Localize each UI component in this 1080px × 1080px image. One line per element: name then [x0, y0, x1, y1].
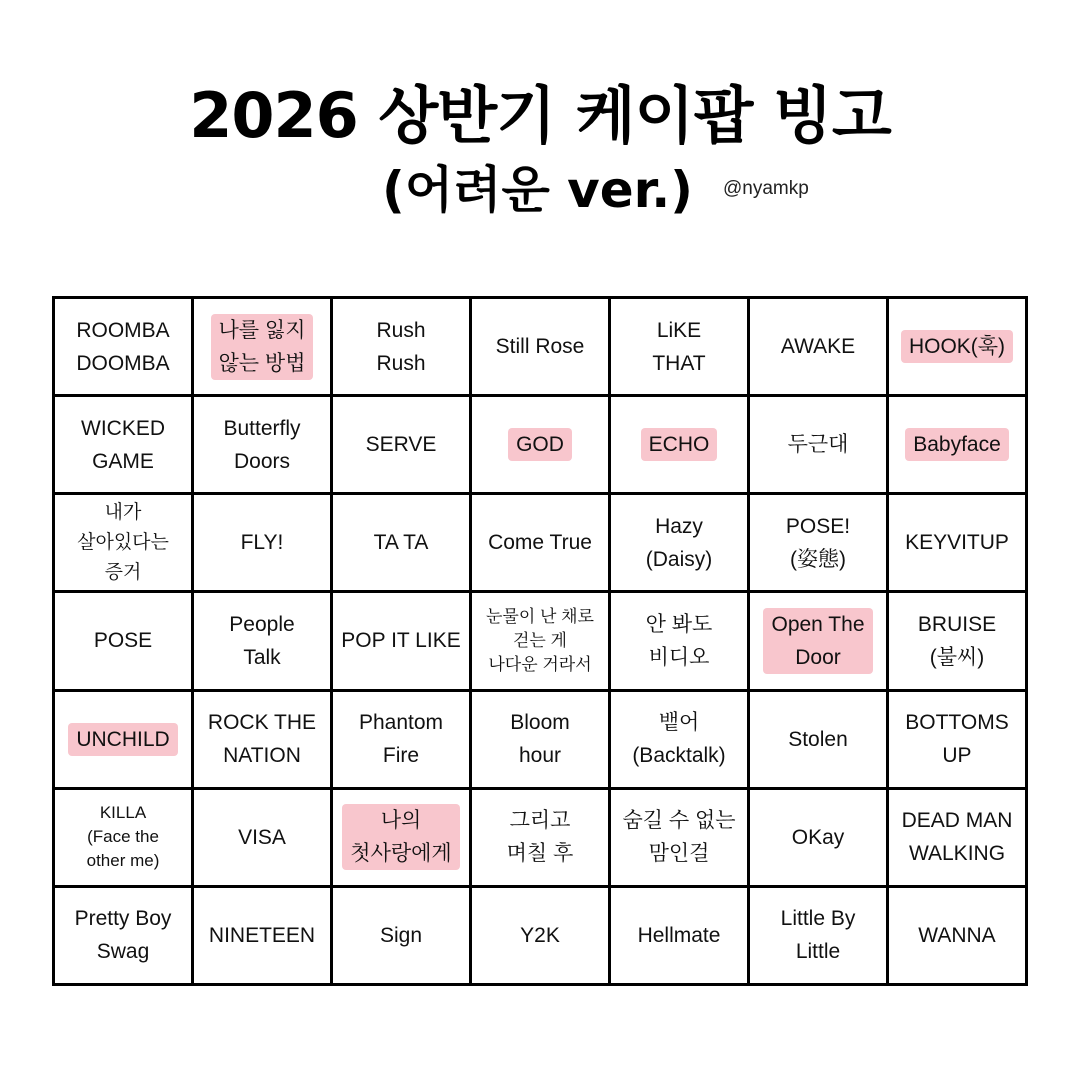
bingo-cell[interactable] [55, 397, 194, 495]
bingo-cell-marked[interactable] [611, 397, 750, 495]
bingo-cell[interactable] [55, 299, 194, 397]
bingo-cell-label: POP IT LIKE [341, 629, 461, 653]
bingo-cell[interactable] [611, 299, 750, 397]
bingo-cell-label: DEAD MAN WALKING [901, 809, 1013, 866]
bingo-cell[interactable] [472, 299, 611, 397]
bingo-cell[interactable] [889, 888, 1028, 986]
bingo-cell-label: WANNA [918, 923, 996, 947]
bingo-cell-label: POSE [93, 629, 153, 653]
bingo-cell-marked[interactable] [333, 790, 472, 888]
bingo-cell-marked[interactable] [55, 692, 194, 790]
bingo-cell-label: Sign [379, 923, 423, 947]
bingo-cell-label: 내가 살아있다는 증거 [77, 501, 169, 583]
bingo-cell[interactable] [750, 397, 889, 495]
bingo-cell-label: 안 봐도 비디오 [645, 612, 713, 669]
bingo-cell[interactable] [889, 593, 1028, 691]
bingo-cell-label: 뱉어 (Backtalk) [632, 711, 726, 768]
bingo-cell[interactable] [889, 790, 1028, 888]
bingo-board [52, 296, 1028, 986]
page-subtitle: (어려운 ver.) [382, 161, 694, 219]
bingo-cell-label: Y2K [520, 923, 560, 947]
bingo-cell-label: Come True [488, 531, 592, 555]
bingo-cell-label: 눈물이 난 채로 걷는 게 나다운 거라서 [486, 606, 594, 674]
bingo-cell-label: LiKE THAT [652, 318, 706, 375]
bingo-cell-label: UNCHILD [68, 723, 177, 756]
bingo-cell-label: Little By Little [780, 907, 856, 964]
bingo-cell-label: 그리고 며칠 후 [506, 809, 574, 866]
bingo-cell-label: AWAKE [780, 335, 856, 359]
bingo-cell[interactable] [194, 790, 333, 888]
bingo-cell[interactable] [611, 495, 750, 593]
bingo-cell[interactable] [472, 495, 611, 593]
author-handle: @nyamkp [723, 178, 809, 199]
bingo-cell[interactable] [194, 593, 333, 691]
page-title: 2026 상반기 케이팝 빙고 [189, 79, 891, 152]
bingo-cell[interactable] [889, 495, 1028, 593]
bingo-cell[interactable] [333, 593, 472, 691]
bingo-cell-label: Stolen [788, 727, 848, 751]
bingo-cell-marked[interactable] [889, 299, 1028, 397]
bingo-cell-marked[interactable] [472, 397, 611, 495]
bingo-cell-label: Babyface [905, 428, 1009, 461]
bingo-cell[interactable] [472, 888, 611, 986]
bingo-cell-label: 숨길 수 없는 맘인걸 [622, 809, 736, 866]
bingo-cell-label: BOTTOMS UP [905, 711, 1009, 768]
bingo-cell[interactable] [55, 888, 194, 986]
bingo-cell[interactable] [611, 692, 750, 790]
bingo-cell[interactable] [750, 299, 889, 397]
bingo-cell[interactable] [750, 790, 889, 888]
bingo-cell-label: KEYVITUP [905, 531, 1009, 555]
bingo-cell[interactable] [333, 692, 472, 790]
bingo-cell[interactable] [333, 397, 472, 495]
bingo-cell[interactable] [333, 495, 472, 593]
bingo-cell-label: Pretty Boy Swag [74, 907, 172, 964]
bingo-cell[interactable] [55, 593, 194, 691]
bingo-cell-label: FLY! [240, 531, 284, 555]
bingo-cell-label: Butterfly Doors [223, 416, 301, 473]
bingo-cell-label: TA TA [373, 531, 429, 555]
bingo-cell-marked[interactable] [889, 397, 1028, 495]
bingo-cell-label: Hellmate [637, 923, 721, 947]
bingo-cell[interactable] [472, 593, 611, 691]
bingo-cell-marked[interactable] [750, 593, 889, 691]
bingo-cell[interactable] [55, 495, 194, 593]
bingo-cell-label: POSE! (姿態) [785, 514, 851, 571]
bingo-cell[interactable] [333, 888, 472, 986]
bingo-cell-label: Bloom hour [510, 711, 570, 768]
bingo-cell-label: Phantom Fire [358, 711, 444, 768]
bingo-cell-label: Open The Door [763, 608, 872, 674]
bingo-cell-label: VISA [238, 825, 286, 849]
bingo-cell-label: OKay [791, 825, 845, 849]
bingo-cell-label: 나를 잃지 않는 방법 [211, 314, 314, 380]
bingo-cell-label: Rush Rush [376, 318, 426, 375]
bingo-cell[interactable] [750, 495, 889, 593]
bingo-cell-label: GOD [508, 428, 572, 461]
bingo-cell-label: BRUISE (불씨) [917, 612, 997, 669]
bingo-cell-label: People Talk [229, 612, 295, 669]
bingo-cell[interactable] [889, 692, 1028, 790]
bingo-cell-label: Still Rose [495, 335, 585, 359]
bingo-cell[interactable] [194, 888, 333, 986]
bingo-cell-label: ROCK THE NATION [207, 711, 317, 768]
bingo-cell-marked[interactable] [194, 299, 333, 397]
bingo-cell[interactable] [194, 495, 333, 593]
bingo-cell[interactable] [55, 790, 194, 888]
bingo-cell-label: HOOK(훅) [901, 330, 1013, 363]
bingo-cell[interactable] [472, 790, 611, 888]
bingo-cell[interactable] [194, 692, 333, 790]
bingo-cell-label: SERVE [365, 433, 437, 457]
bingo-cell[interactable] [611, 593, 750, 691]
bingo-cell-label: 나의 첫사랑에게 [342, 804, 459, 870]
bingo-cell[interactable] [750, 692, 889, 790]
bingo-cell[interactable] [194, 397, 333, 495]
bingo-cell[interactable] [472, 692, 611, 790]
bingo-cell-label: KILLA (Face the other me) [86, 803, 160, 871]
bingo-cell-label: ECHO [641, 428, 718, 461]
bingo-cell[interactable] [333, 299, 472, 397]
bingo-cell[interactable] [750, 888, 889, 986]
bingo-cell-label: 두근대 [787, 433, 849, 457]
bingo-cell[interactable] [611, 888, 750, 986]
bingo-cell-label: WICKED GAME [81, 416, 165, 473]
bingo-cell-label: ROOMBA DOOMBA [76, 318, 170, 375]
bingo-cell[interactable] [611, 790, 750, 888]
bingo-cell-label: Hazy (Daisy) [645, 514, 713, 571]
bingo-cell-label: NINETEEN [208, 923, 316, 947]
